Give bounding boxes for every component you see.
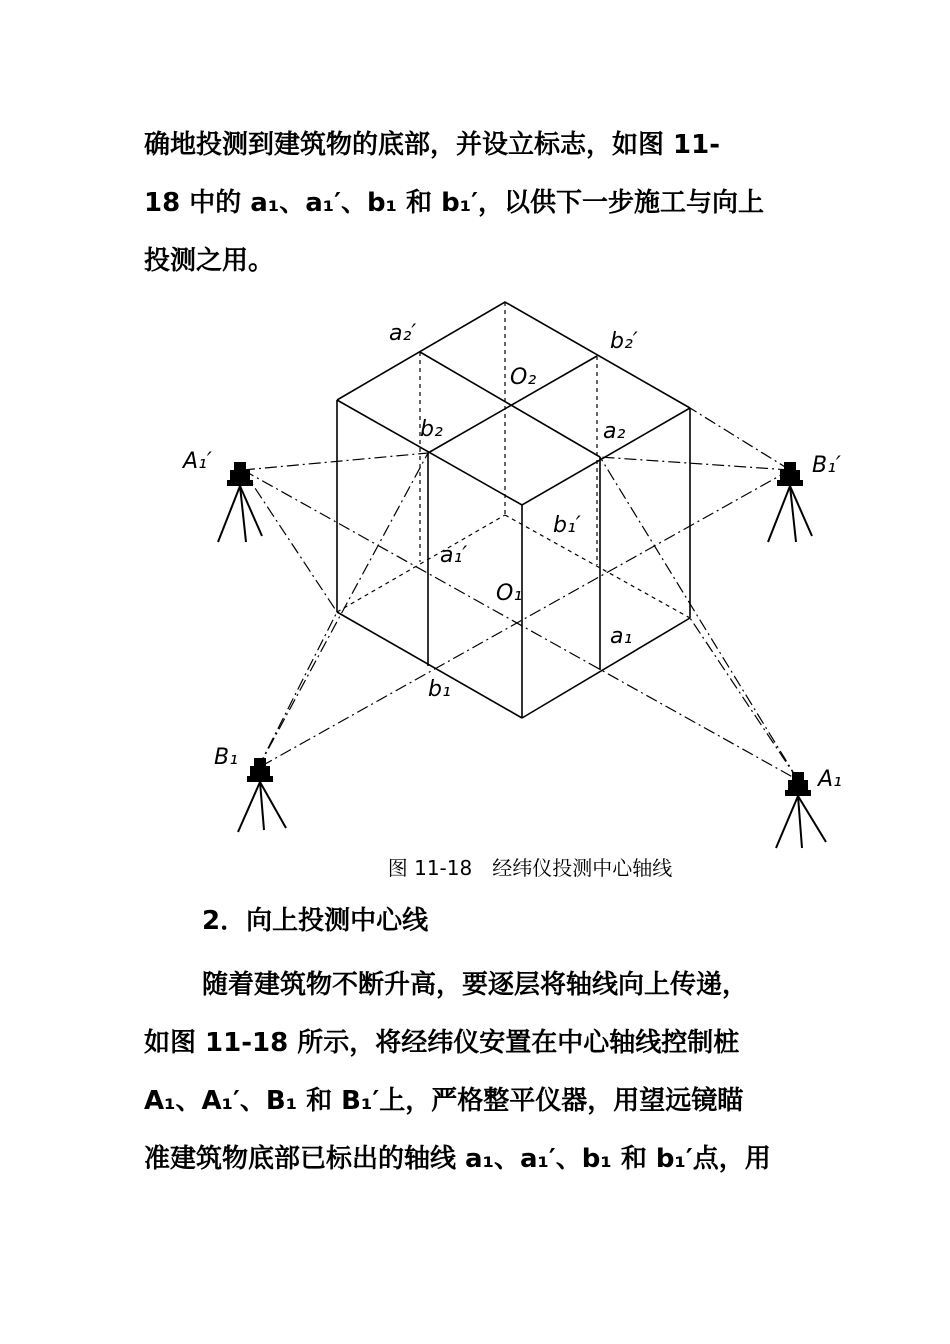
figure-caption: 图 11-18 经纬仪投测中心轴线 xyxy=(387,856,673,880)
theodolite-icon xyxy=(218,462,262,542)
label-a2-prime: a₂′ xyxy=(389,321,417,346)
theodolite-icon xyxy=(768,462,812,542)
label-a2: a₂ xyxy=(603,419,626,444)
label-o2: O₂ xyxy=(510,365,537,390)
text-line: 准建筑物底部已标出的轴线 a₁、a₁′、b₁ 和 b₁′点，用 xyxy=(144,1144,771,1174)
paragraph-top xyxy=(144,116,824,290)
label-A1: A₁ xyxy=(818,767,842,792)
label-B1-prime: B₁′ xyxy=(812,453,841,478)
label-b1: b₁ xyxy=(428,677,451,702)
theodolite-axis-diagram xyxy=(170,296,860,856)
section-heading: 2．向上投测中心线 xyxy=(202,906,429,936)
theodolite-icon xyxy=(238,758,286,832)
text-line: 18 中的 a₁、a₁′、b₁ 和 b₁′，以供下一步施工与向上 xyxy=(144,188,764,218)
text-line: 投测之用。 xyxy=(144,246,275,276)
label-A1-prime: A₁′ xyxy=(183,449,212,474)
text-line: A₁、A₁′、B₁ 和 B₁′上，严格整平仪器，用望远镜瞄 xyxy=(144,1086,744,1116)
text-line: 确地投测到建筑物的底部，并设立标志，如图 11- xyxy=(144,130,721,160)
label-b1-prime: b₁′ xyxy=(553,513,581,538)
label-o1: O₁ xyxy=(496,581,523,606)
label-b2: b₂ xyxy=(420,417,443,442)
label-b2-prime: b₂′ xyxy=(610,329,638,354)
label-a1: a₁ xyxy=(610,624,633,649)
label-B1: B₁ xyxy=(214,745,238,770)
text-line: 随着建筑物不断升高，要逐层将轴线向上传递， xyxy=(202,970,749,1000)
paragraph-bottom xyxy=(144,956,824,1188)
text-line: 如图 11-18 所示，将经纬仪安置在中心轴线控制桩 xyxy=(144,1028,740,1058)
label-a1-prime: a₁′ xyxy=(440,543,468,568)
